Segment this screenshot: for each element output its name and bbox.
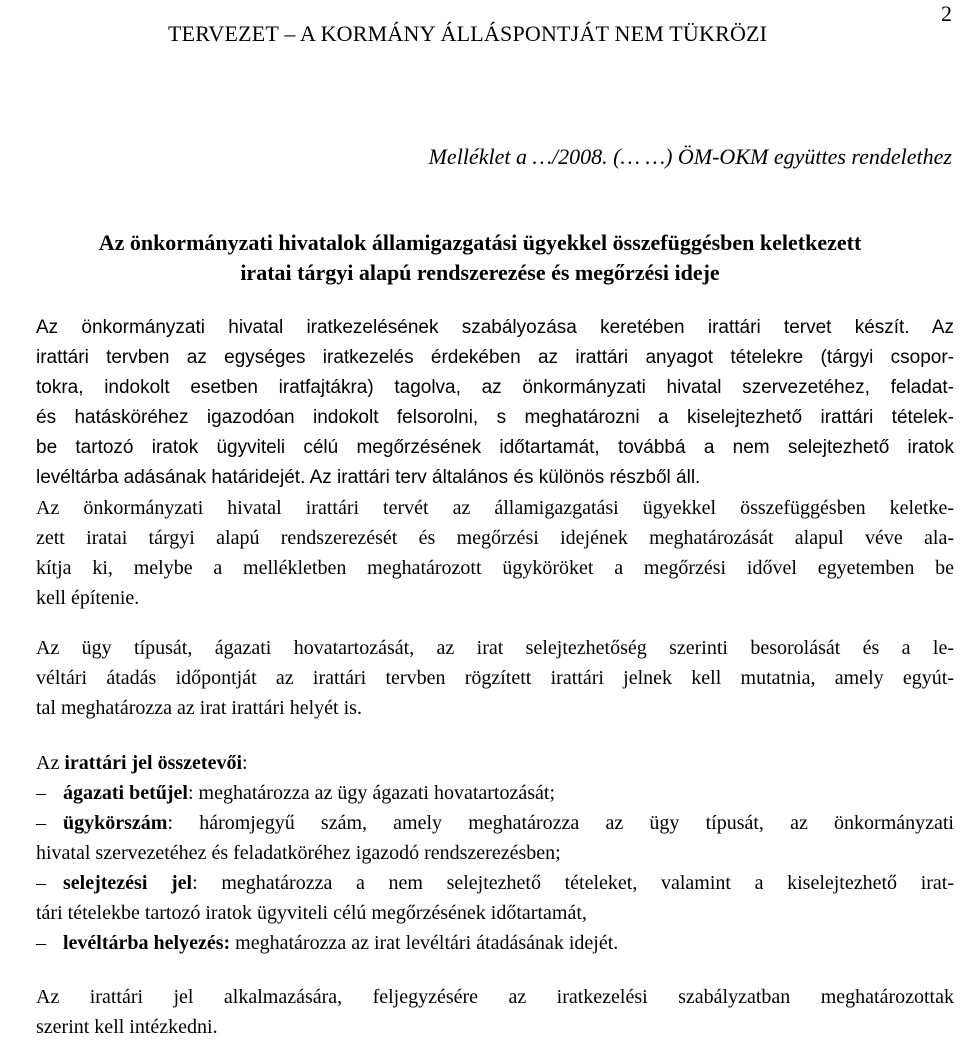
dash-bullet: – — [36, 782, 46, 804]
list-item-line — [63, 928, 954, 958]
dash-bullet: – — [36, 932, 46, 954]
list-item-text: : meghatározza az ügy ágazati hovatartozását; — [187, 782, 556, 804]
paragraph-line: levéltárba adásának határidejét. Az irattári terv általános és különös részből áll. — [36, 467, 701, 488]
paragraph-line: Az irattári jel alkalmazására, feljegyzésére az iratkezelési szabályzatban meghatározottak — [36, 986, 954, 1008]
paragraph-2 — [36, 493, 954, 613]
paragraph-line: és hatásköréhez igazodóan indokolt felsorolni, s meghatározni a kiselejtezhető irattári tételek- — [36, 407, 954, 428]
dash-bullet: – — [36, 872, 46, 894]
paragraph-line: kell építenie. — [36, 587, 140, 609]
header-title: TERVEZET – A KORMÁNY ÁLLÁSPONTJÁT NEM TÜKRÖZI — [168, 21, 768, 46]
paragraph-line: Az önkormányzati hivatal iratkezelésének szabályozása keretében irattári tervet készít. Az — [36, 317, 954, 338]
paragraph-4 — [36, 982, 954, 1042]
paragraph-line: Az önkormányzati hivatal irattári tervét az államigazgatási ügyekkel összefüggésben keletke- — [36, 497, 954, 519]
document-title-line: iratai tárgyi alapú rendszerezése és megőrzési ideje — [240, 260, 720, 285]
list-item-line — [63, 868, 954, 898]
paragraph-3 — [36, 633, 954, 723]
paragraph-line: tokra, indokolt esetben iratfajtákra) tagolva, az önkormányzati hivatal szervezetéhez, feladat- — [36, 377, 954, 398]
components-intro — [36, 748, 954, 778]
irattari-jel-components — [36, 748, 954, 958]
list-item — [36, 808, 954, 868]
paragraph-line: Az ügy típusát, ágazati hovatartozását, az irat selejtezhetőség szerinti besorolását és a le- — [36, 637, 954, 659]
paragraph-line: véltári átadás időpontját az irattári tervben rögzített irattári jelnek kell mutatnia, amely egyút- — [36, 667, 954, 689]
list-item-term: levéltárba helyezés: — [63, 932, 231, 954]
paragraph-line: tal meghatározza az irat irattári helyét is. — [36, 697, 362, 719]
list-item — [36, 928, 954, 958]
list-item-line: tári tételekbe tartozó iratok ügyviteli célú megőrzésének időtartamát, — [36, 902, 587, 924]
list-item-line — [63, 808, 954, 838]
annex-reference: Melléklet a …/2008. (… …) ÖM-OKM együttes rendelethez — [428, 144, 952, 169]
page-number: 2 — [941, 1, 952, 26]
paragraph-line: irattári tervben az egységes iratkezelés érdekében az irattári anyagot tételekre (tárgyi csopor- — [36, 347, 954, 368]
paragraph-line: szerint kell intézkedni. — [36, 1016, 218, 1038]
dash-bullet: – — [36, 812, 46, 834]
list-item-text: : háromjegyű szám, amely meghatározza az ügy típusát, az önkormányzati — [167, 812, 954, 834]
list-item-term: ágazati betűjel — [63, 782, 188, 804]
components-intro-prefix: Az — [36, 752, 65, 774]
list-item-term: selejtezési jel — [63, 872, 193, 894]
list-item — [36, 778, 954, 808]
list-item-line — [63, 778, 954, 808]
paragraph-line: be tartozó iratok ügyviteli célú megőrzésének időtartamát, továbbá a nem selejtezhető iratok — [36, 437, 954, 458]
paragraph-1 — [36, 313, 954, 493]
list-item-line: hivatal szervezetéhez és feladatköréhez igazodó rendszerezésben; — [36, 842, 561, 864]
document-title — [0, 228, 960, 288]
list-item-term: ügykörszám — [63, 812, 168, 834]
paragraph-line: kítja ki, melybe a mellékletben meghatározott ügyköröket a megőrzési idővel egyetemben be — [36, 557, 954, 579]
document-title-line: Az önkormányzati hivatalok államigazgatási ügyekkel összefüggésben keletkezett — [98, 230, 862, 255]
list-item — [36, 868, 954, 928]
components-intro-term: irattári jel összetevői — [64, 752, 243, 774]
components-intro-suffix: : — [242, 752, 248, 774]
list-item-text: meghatározza az irat levéltári átadásának idejét. — [230, 932, 619, 954]
paragraph-line: zett iratai tárgyi alapú rendszerezését és megőrzési idejének meghatározását alapul véve ala- — [36, 527, 954, 549]
list-item-text: : meghatározza a nem selejtezhető tételeket, valamint a kiselejtezhető irat- — [192, 872, 954, 894]
